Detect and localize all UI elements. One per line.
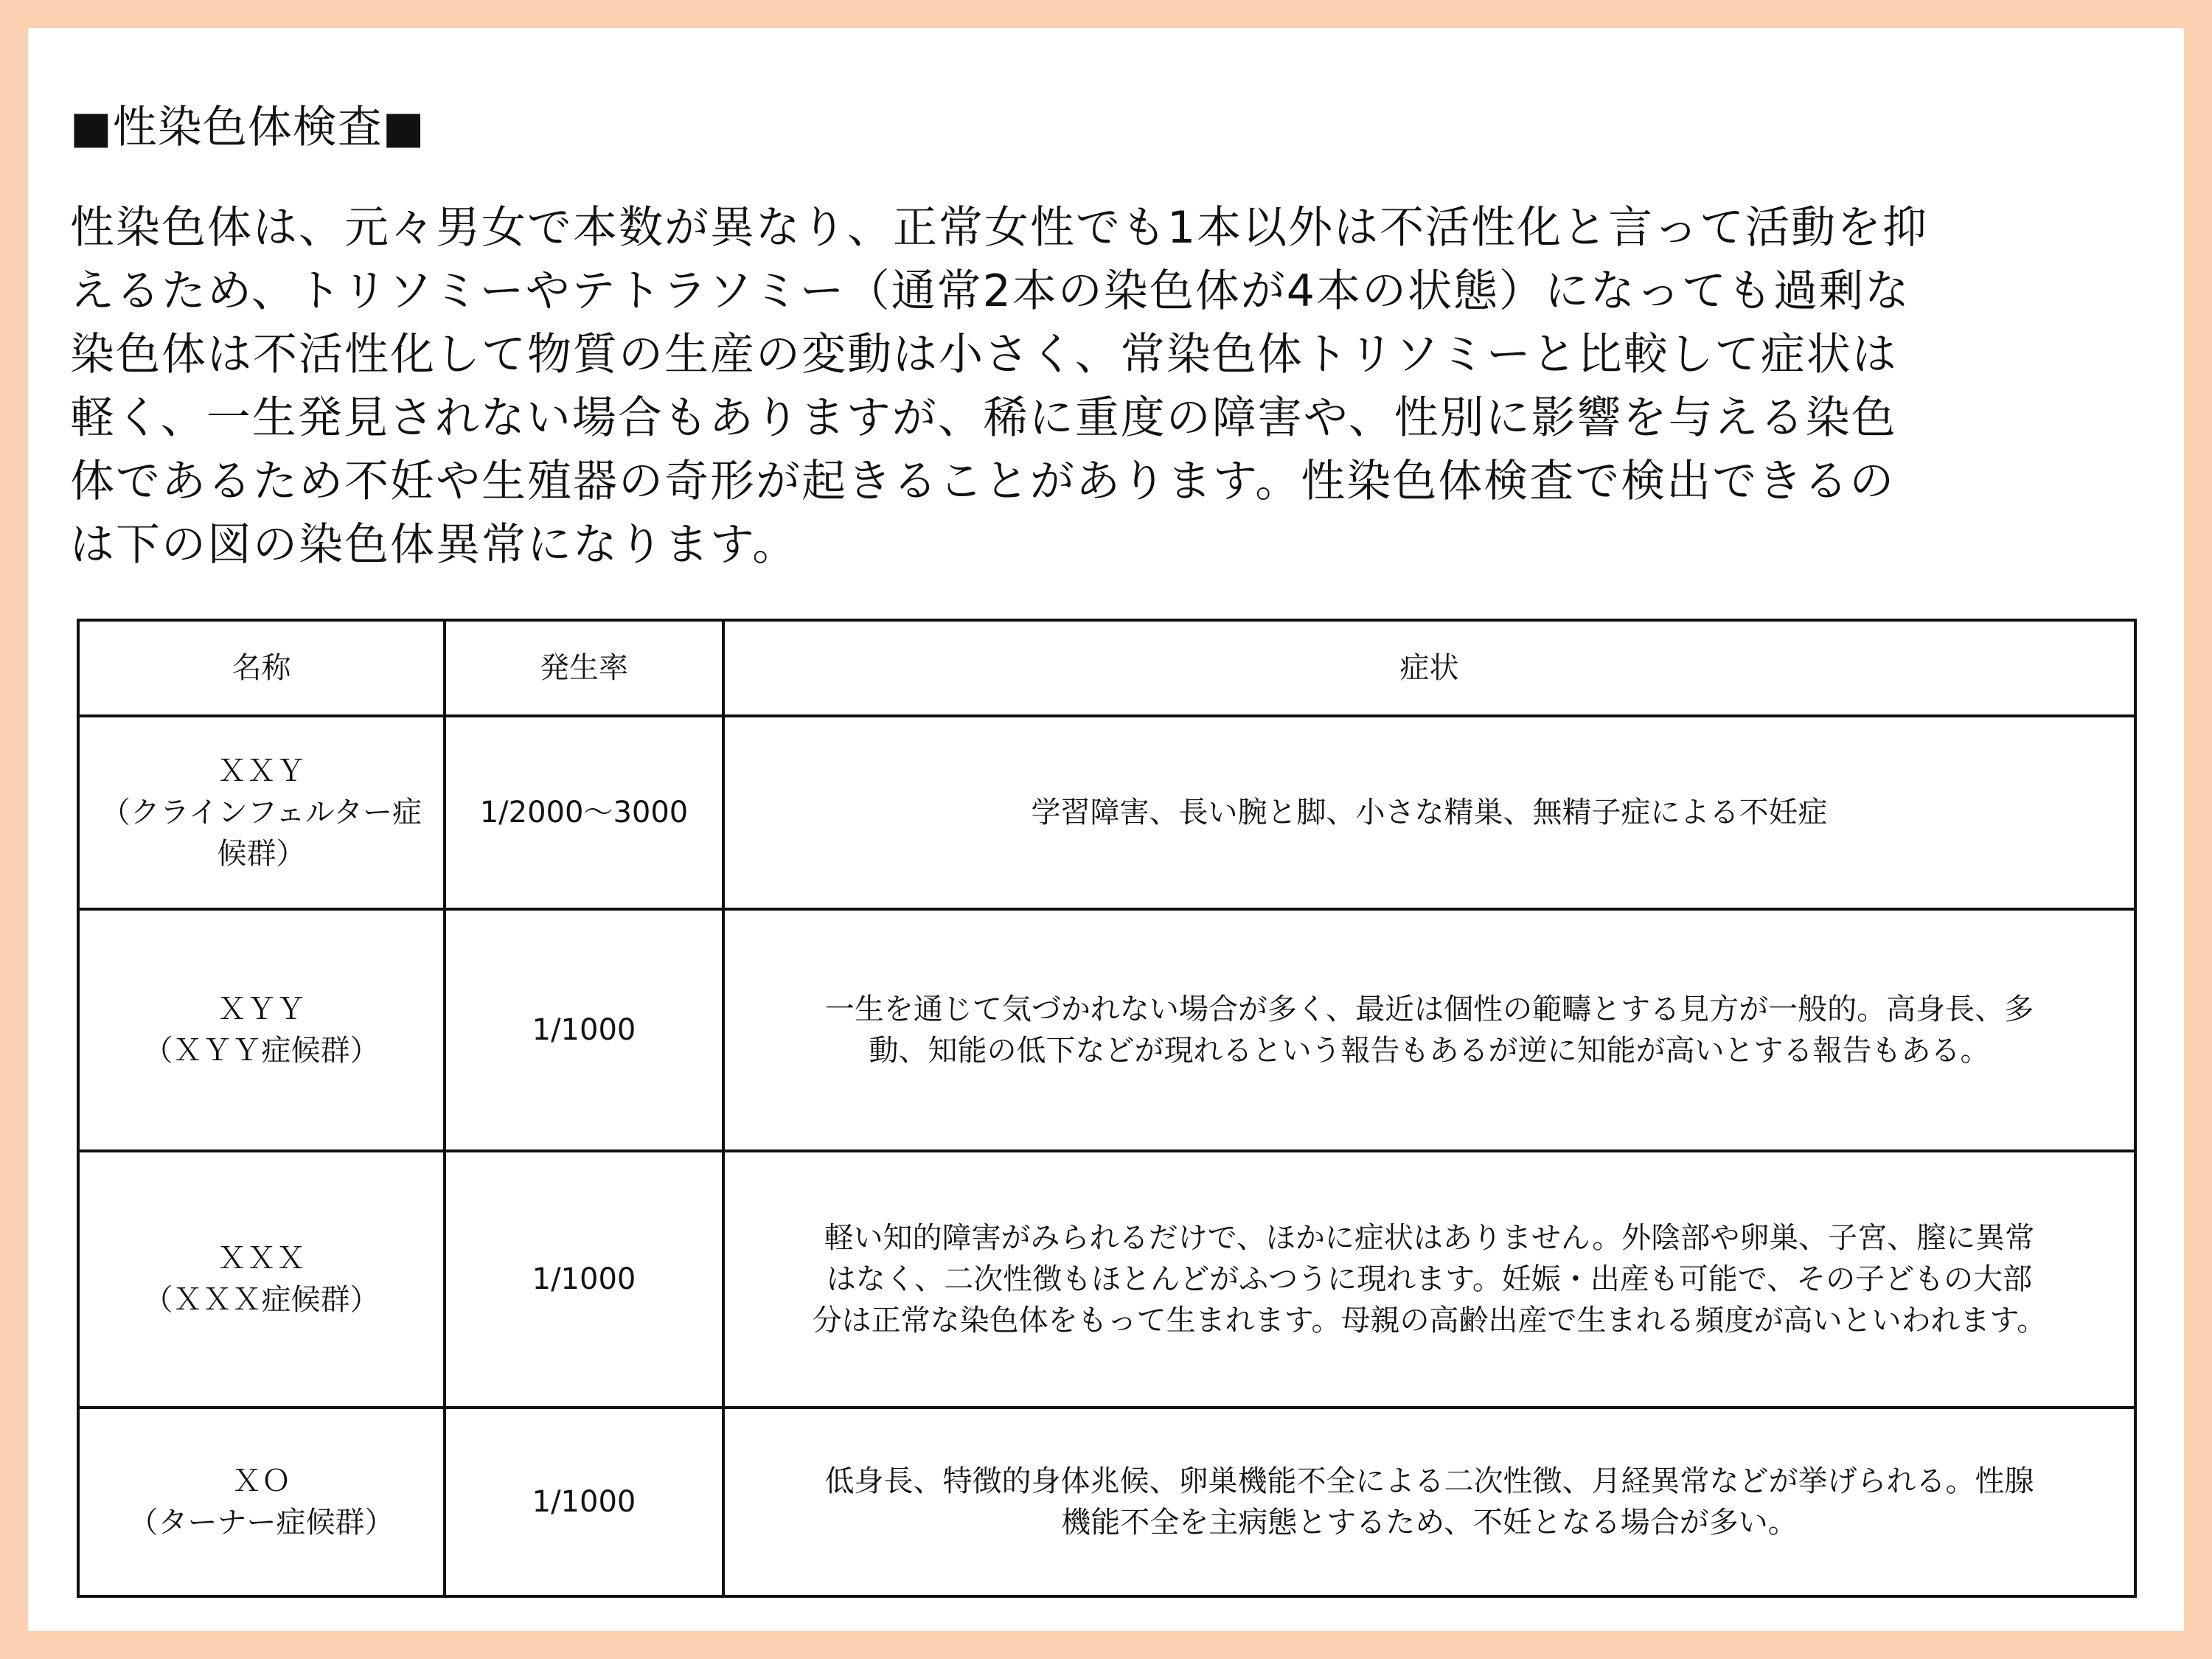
symptom-line: 機能不全を主病態とするため、不妊となる場合が多い。 <box>1061 1506 1798 1540</box>
table-row <box>78 716 2135 909</box>
paragraph-line: えるため、トリソミーやテトラソミー（通常2本の染色体が4本の状態）になっても過剰な <box>70 265 1910 317</box>
name-line: （ＸＹＹ症候群） <box>143 1034 380 1068</box>
table-row <box>78 1408 2135 1596</box>
symptom-cell <box>723 1151 2135 1408</box>
symptom-line: 軽い知的障害がみられるだけで、ほかに症状はありません。外陰部や卵巣、子宮、膣に異常 <box>824 1221 2035 1255</box>
symptom-line: 低身長、特徴的身体兆候、卵巣機能不全による二次性徴、月経異常などが挙げられる。性腺 <box>824 1464 2034 1498</box>
name-line: ＸＸＹ <box>217 754 306 788</box>
page-title: ■性染色体検査■ <box>70 102 425 153</box>
paragraph-line: は下の図の染色体異常になります。 <box>70 519 799 571</box>
name-line: （クラインフェルター症 <box>100 796 422 830</box>
table-row <box>78 1151 2135 1408</box>
header-name: 名称 <box>78 620 445 716</box>
name-cell <box>78 1408 445 1596</box>
table-header-row <box>78 620 2135 716</box>
name-cell <box>78 909 445 1151</box>
rate-cell: 1/1000 <box>445 1151 723 1408</box>
rate-cell: 1/1000 <box>445 1408 723 1596</box>
table-row <box>78 909 2135 1151</box>
paragraph-line: 体であるため不妊や生殖器の奇形が起きることがあります。性染色体検査で検出できるの <box>70 456 1896 507</box>
symptom-line: 一生を通じて気づかれない場合が多く、最近は個性の範疇とする見方が一般的。高身長、多 <box>824 992 2034 1026</box>
symptom-line: 分は正常な染色体をもって生まれます。母親の高齢出産で生まれる頻度が高いといわれます。 <box>812 1304 2047 1338</box>
intro-paragraph <box>70 196 2105 577</box>
header-symptoms: 症状 <box>723 620 2135 716</box>
slide <box>28 28 2184 1631</box>
chromosome-table <box>77 619 2137 1598</box>
header-rate: 発生率 <box>445 620 723 716</box>
paragraph-line: 染色体は不活性化して物質の生産の変動は小さく、常染色体トリソミーと比較して症状は <box>70 329 1898 380</box>
name-line: ＸＹＹ <box>217 992 306 1026</box>
name-line: ＸＯ <box>232 1464 291 1498</box>
paragraph-line: 軽く、一生発見されない場合もありますが、稀に重度の障害や、性別に影響を与える染色 <box>70 392 1897 444</box>
rate-cell: 1/1000 <box>445 909 723 1151</box>
name-line: ＸＸＸ <box>217 1242 306 1276</box>
symptom-cell <box>723 716 2135 909</box>
name-line: 候群） <box>217 837 306 871</box>
name-cell <box>78 1151 445 1408</box>
symptom-cell <box>723 909 2135 1151</box>
symptom-cell <box>723 1408 2135 1596</box>
symptom-line: 動、知能の低下などが現れるという報告もあるが逆に知能が高いとする報告もある。 <box>869 1034 1990 1068</box>
name-line: （ＸＸＸ症候群） <box>143 1283 380 1317</box>
name-line: （ターナー症候群） <box>128 1506 394 1540</box>
symptom-line: 学習障害、長い腕と脚、小さな精巣、無精子症による不妊症 <box>1031 796 1828 830</box>
paragraph-line: 性染色体は、元々男女で本数が異なり、正常女性でも1本以外は不活性化と言って活動を抑 <box>70 202 1929 254</box>
name-cell <box>78 716 445 909</box>
symptom-line: はなく、二次性徴もほとんどがふつうに現れます。妊娠・出産も可能で、その子どもの大部 <box>826 1262 2033 1296</box>
rate-cell: 1/2000～3000 <box>445 716 723 909</box>
